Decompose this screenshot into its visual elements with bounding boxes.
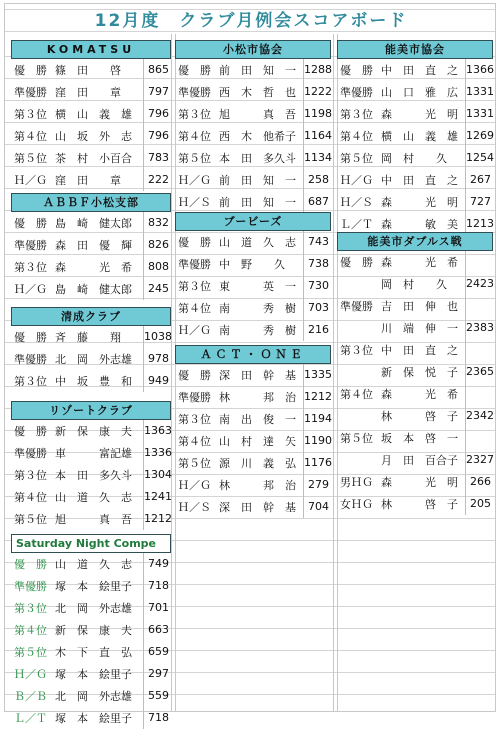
player-name: 森 光 希 xyxy=(381,388,458,401)
club-block-actone xyxy=(175,345,331,518)
rank-label: 第３位 xyxy=(178,413,211,426)
player-name: 山 道 久 志 xyxy=(55,491,132,504)
player-name: 窪 田 章 xyxy=(55,86,121,99)
score-row xyxy=(11,508,171,530)
score-row xyxy=(11,125,171,147)
score-value xyxy=(465,427,493,449)
rank-label: 女ＨＧ xyxy=(340,498,373,511)
score-row xyxy=(337,383,493,405)
player-name: 新 保 康 夫 xyxy=(55,425,132,438)
rank-label: 第３位 xyxy=(14,469,47,482)
score-row xyxy=(175,191,331,213)
score-row xyxy=(337,169,493,191)
player-name: 前 田 知 一 xyxy=(219,174,296,187)
score-row xyxy=(175,452,331,474)
score-value: 1164 xyxy=(303,125,331,147)
player-name: 横 山 義 雄 xyxy=(55,108,132,121)
player-name: 旭 真 吾 xyxy=(219,108,296,121)
score-value: 1336 xyxy=(143,442,171,464)
player-name: 森 光 明 xyxy=(381,476,458,489)
club-block-abbf xyxy=(11,193,171,300)
score-row xyxy=(11,326,171,348)
rank-label: Ｈ／Ｓ xyxy=(178,501,211,514)
score-value: 783 xyxy=(143,147,171,169)
score-row xyxy=(337,493,493,515)
column-divider xyxy=(333,34,334,711)
score-row xyxy=(337,191,493,213)
player-name: 林 邦 治 xyxy=(219,391,296,404)
player-name: 横 山 義 雄 xyxy=(381,130,458,143)
score-row xyxy=(175,169,331,191)
score-row xyxy=(11,553,171,575)
rank-label: 第３位 xyxy=(14,602,47,615)
score-value: 222 xyxy=(143,169,171,191)
score-value: 559 xyxy=(143,685,171,707)
score-row xyxy=(11,212,171,234)
player-name: 川 端 伸 一 xyxy=(381,322,458,335)
rank-label: 第４位 xyxy=(178,130,211,143)
score-row xyxy=(11,641,171,663)
rank-label: 準優勝 xyxy=(14,353,47,366)
score-row xyxy=(11,575,171,597)
rank-label: 男ＨＧ xyxy=(340,476,373,489)
club-header: 小松市協会 xyxy=(175,40,331,59)
player-name: 車 富記雄 xyxy=(55,447,132,460)
player-name: 窪 田 章 xyxy=(55,174,121,187)
player-name: 塚 本 絵里子 xyxy=(55,712,132,725)
score-row xyxy=(337,103,493,125)
player-name: 島 崎 健太郎 xyxy=(55,217,132,230)
rank-label: 準優勝 xyxy=(340,300,373,313)
rank-label: Ｌ／Ｔ xyxy=(340,218,373,231)
score-row xyxy=(11,420,171,442)
club-header: リゾートクラブ xyxy=(11,401,171,420)
player-name: 南 出 俊 一 xyxy=(219,413,296,426)
player-name: 中 坂 豊 和 xyxy=(55,375,132,388)
score-row xyxy=(337,449,493,471)
score-row xyxy=(11,707,171,729)
score-value: 1241 xyxy=(143,486,171,508)
player-name: 島 崎 健太郎 xyxy=(55,283,132,296)
rank-label: 優 勝 xyxy=(14,64,47,77)
rank-label: 第４位 xyxy=(340,130,373,143)
score-value xyxy=(465,339,493,361)
rank-label: 第５位 xyxy=(340,432,373,445)
club-header: Saturday Night Compe xyxy=(11,534,171,553)
score-row xyxy=(11,370,171,392)
score-row xyxy=(337,147,493,169)
score-row xyxy=(11,619,171,641)
player-name: 塚 本 絵里子 xyxy=(55,580,132,593)
player-name: 山 村 達 矢 xyxy=(219,435,296,448)
score-row xyxy=(337,273,493,295)
club-block-seisei xyxy=(11,307,171,392)
score-value: 279 xyxy=(303,474,331,496)
rank-label: Ｈ／Ｇ xyxy=(178,174,211,187)
score-value: 808 xyxy=(143,256,171,278)
rank-label: 第３位 xyxy=(14,261,47,274)
score-value: 978 xyxy=(143,348,171,370)
rank-label: 準優勝 xyxy=(178,391,211,404)
rank-label: 第５位 xyxy=(178,457,211,470)
score-row xyxy=(337,427,493,449)
player-name: 山 坂 外 志 xyxy=(55,130,132,143)
score-value: 2365 xyxy=(465,361,493,383)
rank-label: 第４位 xyxy=(14,130,47,143)
score-value: 205 xyxy=(465,493,493,515)
score-row xyxy=(175,408,331,430)
score-row xyxy=(11,103,171,125)
score-row xyxy=(11,256,171,278)
score-value: 258 xyxy=(303,169,331,191)
score-row xyxy=(175,496,331,518)
score-row xyxy=(11,442,171,464)
rank-label: 第５位 xyxy=(14,152,47,165)
score-row xyxy=(337,125,493,147)
player-name: 山 道 久 志 xyxy=(219,236,296,249)
player-name: 西 木 他希子 xyxy=(219,130,296,143)
score-value: 727 xyxy=(465,191,493,213)
rank-label: Ｈ／Ｇ xyxy=(14,668,47,681)
club-header: ＡＣＴ・ＯＮＥ xyxy=(175,345,331,364)
rank-label: Ｈ／Ｓ xyxy=(340,196,373,209)
score-value: 1363 xyxy=(143,420,171,442)
player-name: 月 田 百合子 xyxy=(381,454,458,467)
player-name: 東 英 一 xyxy=(219,280,296,293)
rank-label: 第３位 xyxy=(14,108,47,121)
score-row xyxy=(11,81,171,103)
score-value: 1212 xyxy=(143,508,171,530)
rank-label: 第３位 xyxy=(340,344,373,357)
club-block-boobees xyxy=(175,212,331,341)
player-name: 篠 田 啓 xyxy=(55,64,121,77)
player-name: 森 光 希 xyxy=(55,261,132,274)
rank-label: 準優勝 xyxy=(178,86,211,99)
score-row xyxy=(175,125,331,147)
player-name: 西 木 哲 也 xyxy=(219,86,296,99)
rank-label: 優 勝 xyxy=(178,236,211,249)
score-value: 267 xyxy=(465,169,493,191)
player-name: 森 光 希 xyxy=(381,256,458,269)
rank-label: 準優勝 xyxy=(340,86,373,99)
player-name: 吉 田 伸 也 xyxy=(381,300,458,313)
rank-label: 第４位 xyxy=(178,302,211,315)
score-row xyxy=(175,474,331,496)
score-value: 1366 xyxy=(465,59,493,81)
score-value: 1194 xyxy=(303,408,331,430)
score-value: 1331 xyxy=(465,103,493,125)
score-row xyxy=(175,147,331,169)
club-block-komatsushi xyxy=(175,40,331,213)
rank-label: 優 勝 xyxy=(178,369,211,382)
player-name: 林 邦 治 xyxy=(219,479,296,492)
rank-label: Ｈ／Ｇ xyxy=(340,174,373,187)
score-value: 2423 xyxy=(465,273,493,295)
player-name: 斉 藤 翔 xyxy=(55,331,121,344)
rank-label: 第３位 xyxy=(178,280,211,293)
player-name: 塚 本 絵里子 xyxy=(55,668,132,681)
player-name: 森 光 明 xyxy=(381,108,458,121)
score-row xyxy=(337,471,493,493)
score-value: 738 xyxy=(303,253,331,275)
score-row xyxy=(11,147,171,169)
score-value: 659 xyxy=(143,641,171,663)
rank-label: 第５位 xyxy=(14,513,47,526)
player-name: 中 野 久 xyxy=(219,258,285,271)
score-row xyxy=(337,251,493,273)
score-value: 1176 xyxy=(303,452,331,474)
score-row xyxy=(337,295,493,317)
score-row xyxy=(11,597,171,619)
club-header: 能美市ダブルス戦 xyxy=(337,232,493,251)
player-name: 本 田 多久斗 xyxy=(55,469,132,482)
rank-label: 準優勝 xyxy=(178,258,211,271)
player-name: 茶 村 小百合 xyxy=(55,152,132,165)
rank-label: 優 勝 xyxy=(14,425,47,438)
score-row xyxy=(11,486,171,508)
score-value: 703 xyxy=(303,297,331,319)
rank-label: 優 勝 xyxy=(14,331,47,344)
score-value: 701 xyxy=(143,597,171,619)
player-name: 木 下 直 弘 xyxy=(55,646,132,659)
score-row xyxy=(11,169,171,191)
rank-label: 第５位 xyxy=(178,152,211,165)
player-name: 中 田 直 之 xyxy=(381,64,458,77)
rank-label: 第４位 xyxy=(340,388,373,401)
score-row xyxy=(175,59,331,81)
player-name: 新 保 悦 子 xyxy=(381,366,458,379)
rank-label: 優 勝 xyxy=(178,64,211,77)
score-row xyxy=(337,59,493,81)
score-row xyxy=(11,59,171,81)
score-value: 2342 xyxy=(465,405,493,427)
rank-label: 準優勝 xyxy=(14,239,47,252)
rank-label: 第５位 xyxy=(340,152,373,165)
club-block-nomishi xyxy=(337,40,493,235)
score-row xyxy=(337,317,493,339)
score-value: 826 xyxy=(143,234,171,256)
score-value: 949 xyxy=(143,370,171,392)
player-name: 森 敏 美 xyxy=(381,218,458,231)
score-value: 2327 xyxy=(465,449,493,471)
score-value: 1213 xyxy=(465,213,493,235)
player-name: 前 田 知 一 xyxy=(219,64,296,77)
score-value: 704 xyxy=(303,496,331,518)
score-value: 687 xyxy=(303,191,331,213)
score-row xyxy=(337,81,493,103)
rank-label: 優 勝 xyxy=(340,256,373,269)
score-value xyxy=(465,383,493,405)
rank-label: 優 勝 xyxy=(14,217,47,230)
score-value: 1134 xyxy=(303,147,331,169)
score-value: 1288 xyxy=(303,59,331,81)
player-name: 旭 真 吾 xyxy=(55,513,132,526)
score-row xyxy=(175,319,331,341)
player-name: 北 岡 外志雄 xyxy=(55,353,132,366)
club-header: ＡＢＢＦ小松支部 xyxy=(11,193,171,212)
score-row xyxy=(175,364,331,386)
rank-label: Ｈ／Ｇ xyxy=(14,174,47,187)
rank-label: Ｂ／Ｂ xyxy=(14,690,47,703)
score-row xyxy=(11,348,171,370)
rank-label: Ｈ／Ｇ xyxy=(178,324,211,337)
rank-label: 第３位 xyxy=(14,375,47,388)
player-name: 北 岡 外志雄 xyxy=(55,690,132,703)
score-value: 1304 xyxy=(143,464,171,486)
rank-label: 準優勝 xyxy=(14,447,47,460)
score-row xyxy=(175,430,331,452)
score-value: 730 xyxy=(303,275,331,297)
score-value xyxy=(465,295,493,317)
score-row xyxy=(175,386,331,408)
score-value: 749 xyxy=(143,553,171,575)
score-value: 718 xyxy=(143,575,171,597)
score-row xyxy=(175,253,331,275)
score-row xyxy=(337,405,493,427)
column-divider xyxy=(171,34,172,711)
score-row xyxy=(175,81,331,103)
player-name: 山 道 久 志 xyxy=(55,558,132,571)
score-value: 797 xyxy=(143,81,171,103)
score-value: 796 xyxy=(143,125,171,147)
score-row xyxy=(11,234,171,256)
score-value: 216 xyxy=(303,319,331,341)
score-row xyxy=(175,103,331,125)
scoreboard-sheet xyxy=(4,3,496,725)
score-row xyxy=(11,464,171,486)
player-name: 坂 本 啓 一 xyxy=(381,432,458,445)
club-header: 能美市協会 xyxy=(337,40,493,59)
rank-label: 優 勝 xyxy=(14,558,47,571)
club-block-resort xyxy=(11,401,171,530)
score-value: 266 xyxy=(465,471,493,493)
score-value: 1269 xyxy=(465,125,493,147)
score-value: 297 xyxy=(143,663,171,685)
score-value: 1335 xyxy=(303,364,331,386)
player-name: 南 秀 樹 xyxy=(219,324,296,337)
club-block-doubles xyxy=(337,232,493,515)
score-value: 1222 xyxy=(303,81,331,103)
score-value: 245 xyxy=(143,278,171,300)
player-name: 中 田 直 之 xyxy=(381,174,458,187)
score-row xyxy=(11,663,171,685)
rank-label: 第３位 xyxy=(178,108,211,121)
club-block-komatsu xyxy=(11,40,171,191)
score-value xyxy=(465,251,493,273)
player-name: 森 光 明 xyxy=(381,196,458,209)
page-title: 12月度 クラブ月例会スコアボード xyxy=(94,11,408,31)
club-header: ブービーズ xyxy=(175,212,331,231)
player-name: 林 啓 子 xyxy=(381,410,458,423)
score-value: 663 xyxy=(143,619,171,641)
player-name: 南 秀 樹 xyxy=(219,302,296,315)
score-value: 2383 xyxy=(465,317,493,339)
player-name: 山 口 雅 広 xyxy=(381,86,458,99)
score-value: 743 xyxy=(303,231,331,253)
score-value: 1212 xyxy=(303,386,331,408)
score-value: 1331 xyxy=(465,81,493,103)
score-row xyxy=(175,231,331,253)
score-value: 1254 xyxy=(465,147,493,169)
score-row xyxy=(337,361,493,383)
player-name: 前 田 知 一 xyxy=(219,196,296,209)
club-block-saturday xyxy=(11,534,171,729)
player-name: 深 田 幹 基 xyxy=(219,501,296,514)
rank-label: Ｌ／Ｔ xyxy=(14,712,47,725)
score-row xyxy=(337,339,493,361)
score-value: 1190 xyxy=(303,430,331,452)
player-name: 源 川 義 弘 xyxy=(219,457,296,470)
player-name: 新 保 康 夫 xyxy=(55,624,132,637)
rank-label: Ｈ／Ｓ xyxy=(178,196,211,209)
rank-label: 第４位 xyxy=(178,435,211,448)
club-header: 清成クラブ xyxy=(11,307,171,326)
score-value: 1038 xyxy=(143,326,171,348)
score-row xyxy=(175,275,331,297)
score-row xyxy=(11,278,171,300)
score-row xyxy=(175,297,331,319)
score-row xyxy=(11,685,171,707)
player-name: 北 岡 外志雄 xyxy=(55,602,132,615)
rank-label: 第４位 xyxy=(14,491,47,504)
player-name: 中 田 直 之 xyxy=(381,344,458,357)
player-name: 森 田 優 輝 xyxy=(55,239,132,252)
score-value: 1198 xyxy=(303,103,331,125)
score-value: 796 xyxy=(143,103,171,125)
rank-label: 第５位 xyxy=(14,646,47,659)
player-name: 本 田 多久斗 xyxy=(219,152,296,165)
score-value: 832 xyxy=(143,212,171,234)
score-value: 865 xyxy=(143,59,171,81)
rank-label: 準優勝 xyxy=(14,580,47,593)
rank-label: Ｈ／Ｇ xyxy=(178,479,211,492)
score-value: 718 xyxy=(143,707,171,729)
player-name: 林 啓 子 xyxy=(381,498,458,511)
club-header: KOMATSU xyxy=(11,40,171,59)
rank-label: 優 勝 xyxy=(340,64,373,77)
player-name: 深 田 幹 基 xyxy=(219,369,296,382)
player-name: 岡 村 久 xyxy=(381,278,447,291)
player-name: 岡 村 久 xyxy=(381,152,447,165)
rank-label: 第３位 xyxy=(340,108,373,121)
rank-label: 第４位 xyxy=(14,624,47,637)
rank-label: 準優勝 xyxy=(14,86,47,99)
rank-label: Ｈ／Ｇ xyxy=(14,283,47,296)
